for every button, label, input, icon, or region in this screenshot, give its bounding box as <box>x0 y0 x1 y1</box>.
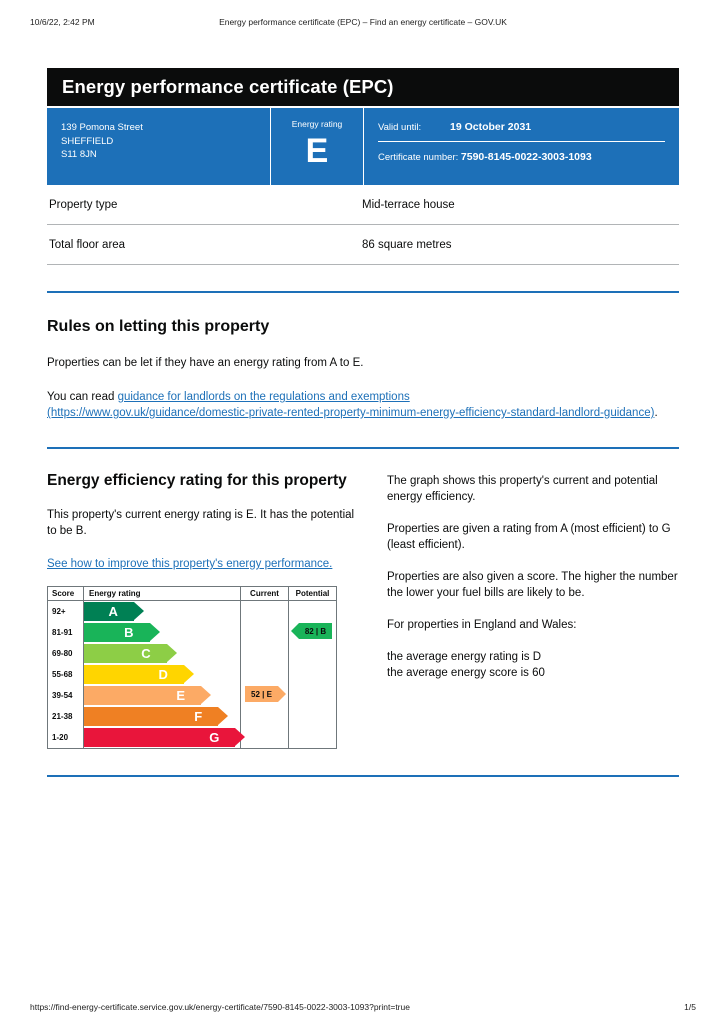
energy-rating-badge <box>271 108 364 185</box>
efficiency-paragraph: This property's current energy rating is E. It has the potential to be B. <box>47 509 355 537</box>
valid-until-label: Valid until: <box>378 122 422 133</box>
graph-explainer-3: Properties are also given a score. The higher the number the lower your fuel bills are likely to be. <box>387 571 678 599</box>
band-bar <box>84 728 235 747</box>
efficiency-right-column <box>387 471 679 749</box>
chart-col-potential: Potential <box>295 588 330 598</box>
chart-band-row <box>48 664 336 685</box>
chart-col-current: Current <box>241 587 289 601</box>
chart-header-row <box>48 587 336 601</box>
band-bar-cell <box>84 727 241 748</box>
valid-until-value: 19 October 2031 <box>450 121 532 133</box>
guidance-prefix: You can read <box>47 391 118 403</box>
floor-area-value: 86 square metres <box>362 239 452 251</box>
band-bar-cell <box>84 601 241 622</box>
band-score: 39-54 <box>48 685 84 706</box>
band-letter: D <box>158 667 168 682</box>
average-score-line: the average energy score is 60 <box>387 667 545 679</box>
property-type-label: Property type <box>49 199 118 211</box>
landlord-guidance-paragraph <box>47 389 679 421</box>
efficiency-left-column <box>47 471 387 749</box>
energy-rating-letter: E <box>305 132 329 170</box>
band-letter: C <box>141 646 151 661</box>
current-cell <box>241 664 289 685</box>
chart-band-row <box>48 643 336 664</box>
band-bar-cell <box>84 643 241 664</box>
print-date: 10/6/22, 2:42 PM <box>30 17 95 27</box>
current-marker <box>245 686 278 702</box>
chart-band-row <box>48 706 336 727</box>
section-divider <box>47 775 679 777</box>
address-line-2: SHEFFIELD <box>61 135 114 147</box>
band-bar <box>84 686 201 705</box>
print-doc-title: Energy performance certificate (EPC) – Find an energy certificate – GOV.UK <box>219 17 507 27</box>
current-cell <box>241 685 289 706</box>
band-letter: F <box>194 709 203 724</box>
band-bar <box>84 665 184 684</box>
detail-row <box>47 185 679 225</box>
chart-band-row <box>48 601 336 622</box>
landlord-guidance-url[interactable]: (https://www.gov.uk/guidance/domestic-private-rented-property-minimum-energy-efficiency-standard-landlord-guidance) <box>47 407 655 419</box>
address-line-1: 139 Pomona Street <box>61 122 143 133</box>
detail-row <box>47 225 679 265</box>
band-letter: E <box>176 688 185 703</box>
current-cell <box>241 706 289 727</box>
chart-col-score: Score <box>48 587 84 601</box>
potential-cell <box>289 727 336 748</box>
current-cell <box>241 601 289 622</box>
graph-explainer-2: Properties are given a rating from A (most efficient) to G (least efficient). <box>387 523 671 551</box>
current-cell <box>241 622 289 643</box>
floor-area-label: Total floor area <box>49 239 126 251</box>
certificate-number-label: Certificate number: <box>378 152 459 163</box>
improve-link-wrapper <box>47 556 365 572</box>
potential-cell <box>289 706 336 727</box>
efficiency-heading: Energy efficiency rating for this property <box>47 472 347 489</box>
band-score: 55-68 <box>48 664 84 685</box>
current-cell <box>241 643 289 664</box>
document-content <box>47 68 679 777</box>
band-bar-cell <box>84 685 241 706</box>
certificate-meta <box>364 108 679 185</box>
band-bar <box>84 707 218 726</box>
band-bar <box>84 623 150 642</box>
band-score: 92+ <box>48 601 84 622</box>
chart-band-row <box>48 685 336 706</box>
certificate-number-value: 7590-8145-0022-3003-1093 <box>460 151 592 163</box>
potential-cell <box>289 685 336 706</box>
chart-bands <box>48 601 336 748</box>
band-letter: B <box>124 625 134 640</box>
improve-performance-link[interactable]: See how to improve this property's energy performance. <box>47 558 333 570</box>
letting-rules-heading: Rules on letting this property <box>47 318 270 335</box>
chart-col-energy-rating: Energy rating <box>84 587 241 601</box>
section-divider <box>47 291 679 293</box>
potential-cell <box>289 601 336 622</box>
band-score: 81-91 <box>48 622 84 643</box>
footer-page-number: 1/5 <box>684 1002 696 1012</box>
letting-rules-paragraph: Properties can be let if they have an energy rating from A to E. <box>47 357 364 369</box>
current-marker-label: 52 | E <box>251 689 272 699</box>
band-bar <box>84 602 134 621</box>
energy-efficiency-chart <box>47 586 337 749</box>
energy-rating-label: Energy rating <box>291 119 343 129</box>
page-title: Energy performance certificate (EPC) <box>47 68 679 106</box>
property-address <box>47 108 271 185</box>
graph-explainer-4: For properties in England and Wales: <box>387 619 577 631</box>
footer-url: https://find-energy-certificate.service.gov.uk/energy-certificate/7590-8145-0022-3003-1093?print=true <box>30 1002 410 1012</box>
chart-band-row <box>48 727 336 748</box>
landlord-guidance-link[interactable]: guidance for landlords on the regulations and exemptions <box>117 391 410 403</box>
band-bar-cell <box>84 622 241 643</box>
potential-cell <box>289 622 336 643</box>
average-rating-line: the average energy rating is D <box>387 651 542 663</box>
band-score: 21-38 <box>48 706 84 727</box>
band-letter: A <box>108 604 118 619</box>
potential-marker-label: 82 | B <box>304 626 327 636</box>
certificate-summary-band <box>47 108 679 185</box>
property-type-value: Mid-terrace house <box>362 199 455 211</box>
band-bar-cell <box>84 664 241 685</box>
valid-until-row <box>378 121 665 142</box>
band-score: 1-20 <box>48 727 84 748</box>
current-cell <box>241 727 289 748</box>
guidance-trailing-period: . <box>654 407 658 419</box>
graph-explainer-1: The graph shows this property's current and potential energy efficiency. <box>387 475 658 503</box>
band-bar-cell <box>84 706 241 727</box>
band-letter: G <box>209 730 220 745</box>
certificate-number-row <box>378 142 665 163</box>
potential-cell <box>289 664 336 685</box>
band-bar <box>84 644 167 663</box>
potential-cell <box>289 643 336 664</box>
potential-marker <box>299 623 332 639</box>
section-divider <box>47 447 679 449</box>
band-score: 69-80 <box>48 643 84 664</box>
efficiency-section <box>47 471 679 749</box>
address-line-3: S11 8JN <box>61 149 97 160</box>
chart-band-row <box>48 622 336 643</box>
